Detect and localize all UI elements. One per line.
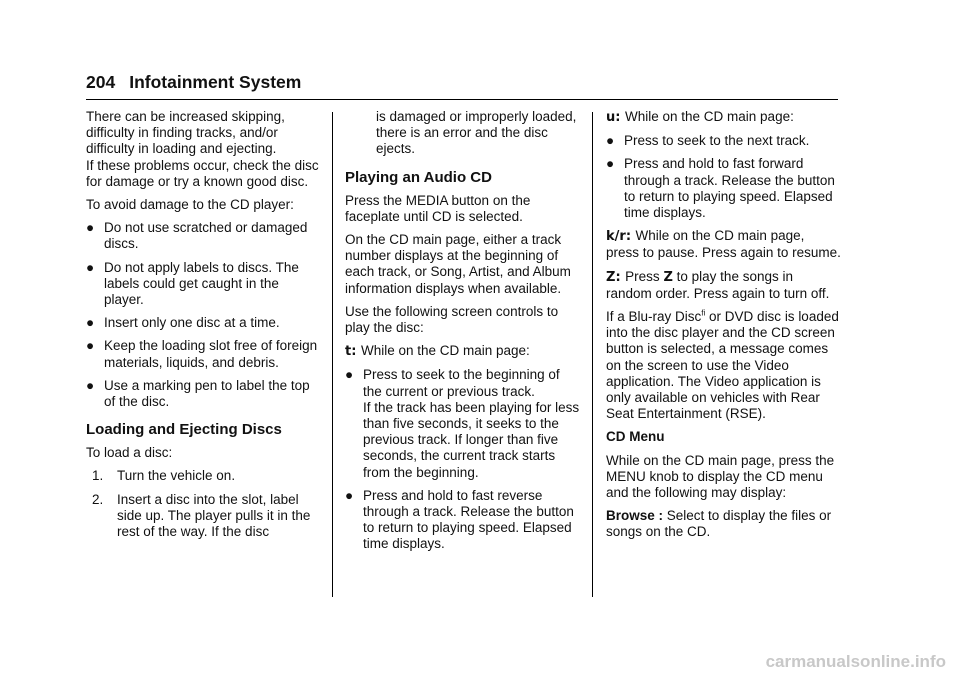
paragraph: k/r: While on the CD main page, press to pause. Press again to resume. [606, 228, 841, 261]
bullet-icon: ● [86, 338, 95, 354]
column-divider [592, 112, 593, 597]
paragraph: Browse : Select to display the files or songs on the CD. [606, 508, 832, 540]
page-number: 204 [86, 72, 116, 92]
paragraph: t: While on the CD main page: [345, 343, 530, 360]
list-item: ● Keep the loading slot free of foreign materials, liquids, and debris. [86, 338, 318, 370]
bullet-icon: ● [345, 367, 354, 383]
paragraph: Z: Press Z to play the songs in random order. Press again to turn off. [606, 268, 830, 301]
shuffle-icon: Z [663, 269, 673, 285]
column-2 [345, 109, 580, 560]
list-item: 1. Turn the vehicle on. [92, 468, 236, 484]
section-heading: Playing an Audio CD [345, 168, 492, 186]
list-item: ● Do not apply labels to discs. The labels could get caught in the player. [86, 259, 299, 308]
paragraph: If a Blu-ray Disc$^{fi}$ or DVD disc is loaded into the disc player and the CD screen button is selected, a message comes on the screen to use the Video application. The Video application is only available on vehicles with Rear Seat Entertainment (RSE). [606, 308, 839, 422]
list-item: ● Insert only one disc at a time. [86, 315, 280, 331]
list-item: ● Press and hold to fast forward through a track. Release the button to return to playing speed. Elapsed time displays. [606, 156, 835, 221]
list-item: 2. Insert a disc into the slot, label side up. The player pulls it in the rest of the way. If the disc [92, 491, 311, 540]
list-item: ● Press to seek to the next track. [606, 133, 810, 149]
paragraph: Use the following screen controls to play the disc: [345, 303, 559, 336]
bullet-icon: ● [606, 156, 615, 172]
column-3 [606, 109, 841, 548]
paragraph: On the CD main page, either a track number displays at the beginning of each track, or Song, Artist, and Album information displays when available. [345, 232, 571, 296]
paragraph: To avoid damage to the CD player: [86, 197, 294, 213]
play-pause-icon: k/r [606, 229, 626, 245]
subheading: CD Menu [606, 429, 665, 445]
header-rule [86, 99, 838, 100]
bullet-icon: ● [345, 487, 354, 503]
bullet-icon: ● [86, 315, 95, 331]
paragraph: If these problems occur, check the disc for damage or try a known good disc. [86, 157, 319, 189]
list-item: ● Do not use scratched or damaged discs. [86, 220, 308, 252]
list-item: ● Press and hold to fast reverse through a track. Release the button to return to playing speed. Elapsed time displays. [345, 487, 574, 552]
bullet-icon: ● [86, 377, 95, 393]
bullet-icon: ● [86, 259, 95, 275]
previous-track-icon: t [345, 344, 352, 360]
section-title: Infotainment System [129, 72, 302, 92]
column-1 [86, 109, 321, 547]
paragraph: While on the CD main page, press the MENU knob to display the CD menu and the following may display: [606, 452, 835, 501]
trademark-mark: fi [701, 308, 706, 318]
column-divider [332, 112, 333, 597]
bullet-icon: ● [86, 220, 95, 236]
paragraph: To load a disc: [86, 445, 173, 461]
page-header [86, 72, 301, 93]
next-track-icon: u [606, 110, 616, 125]
section-heading: Loading and Ejecting Discs [86, 421, 282, 439]
watermark: carmanualsonline.info [765, 652, 946, 671]
shuffle-icon: Z [606, 269, 616, 285]
bullet-icon: ● [606, 133, 615, 149]
paragraph: Press the MEDIA button on the faceplate until CD is selected. [345, 192, 531, 224]
paragraph: is damaged or improperly loaded, there is an error and the disc ejects. [376, 109, 577, 157]
paragraph: u: While on the CD main page: [606, 109, 794, 125]
list-item: ● Press to seek to the beginning of the current or previous track. If the track has been playing for less than five seconds, it seeks to the previous track. If longer than five seconds, the current track starts from the beginning. [345, 367, 580, 480]
paragraph: There can be increased skipping, difficulty in finding tracks, and/or difficulty in loading and ejecting. [86, 109, 285, 157]
list-item: ● Use a marking pen to label the top of the disc. [86, 377, 310, 410]
